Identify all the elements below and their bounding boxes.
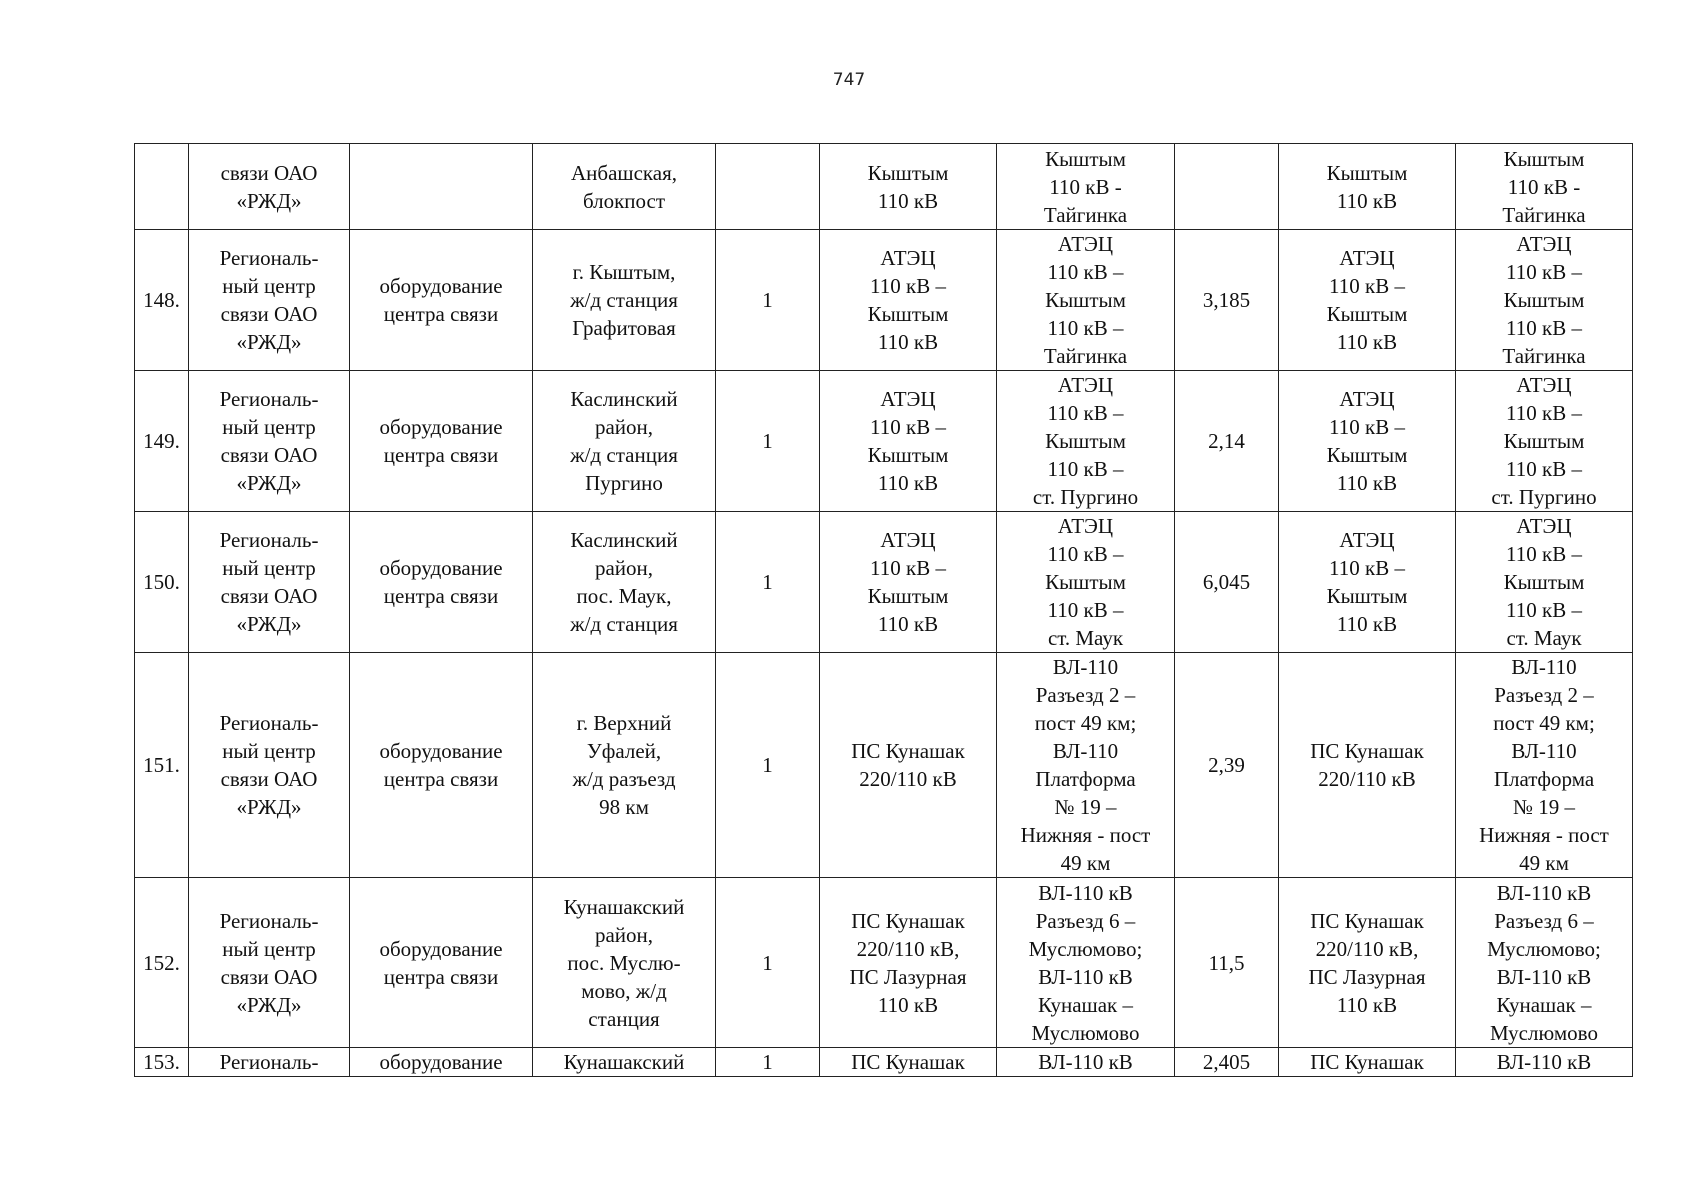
cell-source-2: ПС Кунашак 220/110 кВ xyxy=(1279,653,1456,878)
cell-line-2: ВЛ-110 кВ xyxy=(1456,1048,1633,1077)
cell-source: АТЭЦ 110 кВ – Кыштым 110 кВ xyxy=(820,230,997,371)
cell-length: 2,39 xyxy=(1175,653,1279,878)
cell-length: 3,185 xyxy=(1175,230,1279,371)
cell-location: г. Верхний Уфалей, ж/д разъезд 98 км xyxy=(533,653,716,878)
cell-location: Анбашская, блокпост xyxy=(533,144,716,230)
cell-number: 148. xyxy=(135,230,189,371)
cell-length: 11,5 xyxy=(1175,878,1279,1048)
cell-source: ПС Кунашак 220/110 кВ, ПС Лазурная 110 кВ xyxy=(820,878,997,1048)
cell-source-2: Кыштым 110 кВ xyxy=(1279,144,1456,230)
cell-quantity: 1 xyxy=(716,230,820,371)
cell-object: оборудование центра связи xyxy=(350,371,533,512)
page-number: 747 xyxy=(832,70,866,90)
cell-number: 151. xyxy=(135,653,189,878)
cell-line: АТЭЦ 110 кВ – Кыштым 110 кВ – ст. Пургино xyxy=(997,371,1175,512)
cell-quantity: 1 xyxy=(716,878,820,1048)
cell-source-2: ПС Кунашак xyxy=(1279,1048,1456,1077)
cell-source-2: АТЭЦ 110 кВ – Кыштым 110 кВ xyxy=(1279,512,1456,653)
cell-line-2: АТЭЦ 110 кВ – Кыштым 110 кВ – ст. Пургино xyxy=(1456,371,1633,512)
cell-line: АТЭЦ 110 кВ – Кыштым 110 кВ – ст. Маук xyxy=(997,512,1175,653)
cell-location: г. Кыштым, ж/д станция Графитовая xyxy=(533,230,716,371)
cell-location: Кунашакский xyxy=(533,1048,716,1077)
cell-line: ВЛ-110 кВ Разъезд 6 – Муслюмово; ВЛ-110 кВ Кунашак – Муслюмово xyxy=(997,878,1175,1048)
table-row xyxy=(135,230,1633,371)
cell-quantity: 1 xyxy=(716,653,820,878)
cell-owner: связи ОАО «РЖД» xyxy=(189,144,350,230)
cell-length: 2,14 xyxy=(1175,371,1279,512)
cell-line: Кыштым 110 кВ - Тайгинка xyxy=(997,144,1175,230)
cell-object: оборудование центра связи xyxy=(350,878,533,1048)
cell-object: оборудование xyxy=(350,1048,533,1077)
table-row xyxy=(135,653,1633,878)
cell-quantity: 1 xyxy=(716,512,820,653)
cell-location: Каслинский район, ж/д станция Пургино xyxy=(533,371,716,512)
cell-quantity xyxy=(716,144,820,230)
cell-owner: Региональ- ный центр связи ОАО «РЖД» xyxy=(189,371,350,512)
cell-source: Кыштым 110 кВ xyxy=(820,144,997,230)
cell-number: 150. xyxy=(135,512,189,653)
cell-owner: Региональ- ный центр связи ОАО «РЖД» xyxy=(189,230,350,371)
cell-object: оборудование центра связи xyxy=(350,512,533,653)
cell-location: Кунашакский район, пос. Муслю- мово, ж/д станция xyxy=(533,878,716,1048)
cell-length: 2,405 xyxy=(1175,1048,1279,1077)
table-row xyxy=(135,878,1633,1048)
cell-line-2: АТЭЦ 110 кВ – Кыштым 110 кВ – Тайгинка xyxy=(1456,230,1633,371)
cell-owner: Региональ- ный центр связи ОАО «РЖД» xyxy=(189,512,350,653)
cell-line: АТЭЦ 110 кВ – Кыштым 110 кВ – Тайгинка xyxy=(997,230,1175,371)
cell-line-2: ВЛ-110 кВ Разъезд 6 – Муслюмово; ВЛ-110 кВ Кунашак – Муслюмово xyxy=(1456,878,1633,1048)
cell-number: 152. xyxy=(135,878,189,1048)
cell-number: 149. xyxy=(135,371,189,512)
cell-source: АТЭЦ 110 кВ – Кыштым 110 кВ xyxy=(820,512,997,653)
cell-line-2: АТЭЦ 110 кВ – Кыштым 110 кВ – ст. Маук xyxy=(1456,512,1633,653)
table-row xyxy=(135,1048,1633,1077)
cell-source-2: ПС Кунашак 220/110 кВ, ПС Лазурная 110 кВ xyxy=(1279,878,1456,1048)
cell-quantity: 1 xyxy=(716,371,820,512)
cell-owner: Региональ- xyxy=(189,1048,350,1077)
cell-owner: Региональ- ный центр связи ОАО «РЖД» xyxy=(189,878,350,1048)
data-table xyxy=(134,143,1633,1077)
cell-number: 153. xyxy=(135,1048,189,1077)
cell-number xyxy=(135,144,189,230)
table-row xyxy=(135,371,1633,512)
cell-length xyxy=(1175,144,1279,230)
cell-line-2: Кыштым 110 кВ - Тайгинка xyxy=(1456,144,1633,230)
cell-source: АТЭЦ 110 кВ – Кыштым 110 кВ xyxy=(820,371,997,512)
table-row xyxy=(135,512,1633,653)
cell-source: ПС Кунашак xyxy=(820,1048,997,1077)
cell-object: оборудование центра связи xyxy=(350,653,533,878)
table-row xyxy=(135,144,1633,230)
cell-line: ВЛ-110 кВ xyxy=(997,1048,1175,1077)
cell-source-2: АТЭЦ 110 кВ – Кыштым 110 кВ xyxy=(1279,371,1456,512)
cell-quantity: 1 xyxy=(716,1048,820,1077)
cell-object xyxy=(350,144,533,230)
cell-location: Каслинский район, пос. Маук, ж/д станция xyxy=(533,512,716,653)
cell-length: 6,045 xyxy=(1175,512,1279,653)
cell-source-2: АТЭЦ 110 кВ – Кыштым 110 кВ xyxy=(1279,230,1456,371)
cell-object: оборудование центра связи xyxy=(350,230,533,371)
cell-owner: Региональ- ный центр связи ОАО «РЖД» xyxy=(189,653,350,878)
cell-line: ВЛ-110 Разъезд 2 – пост 49 км; ВЛ-110 Платформа № 19 – Нижняя - пост 49 км xyxy=(997,653,1175,878)
cell-line-2: ВЛ-110 Разъезд 2 – пост 49 км; ВЛ-110 Платформа № 19 – Нижняя - пост 49 км xyxy=(1456,653,1633,878)
cell-source: ПС Кунашак 220/110 кВ xyxy=(820,653,997,878)
